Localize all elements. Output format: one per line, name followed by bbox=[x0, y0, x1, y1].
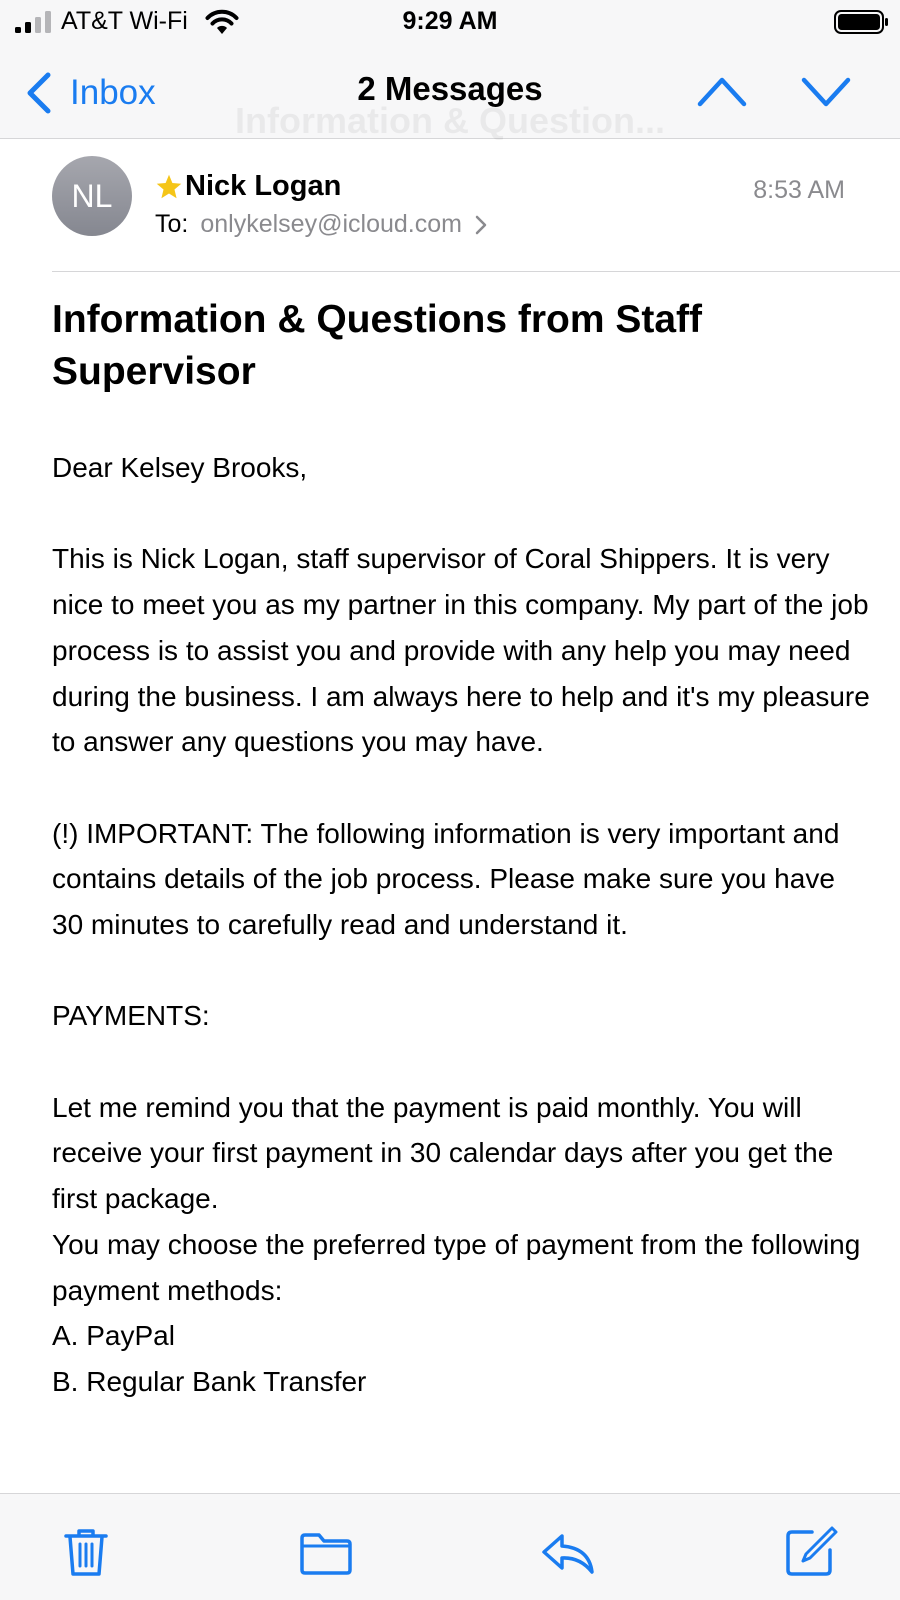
back-label: Inbox bbox=[70, 73, 156, 112]
recipient-row[interactable] bbox=[155, 210, 488, 239]
sender-name: Nick Logan bbox=[185, 170, 342, 202]
sender-avatar[interactable]: NL bbox=[52, 156, 132, 236]
bottom-toolbar bbox=[0, 1493, 900, 1600]
trash-icon[interactable] bbox=[58, 1524, 114, 1580]
payment-option-b: B. Regular Bank Transfer bbox=[52, 1366, 367, 1397]
carrier-label: AT&T Wi-Fi bbox=[61, 7, 188, 35]
message-subject: Information & Questions from Staff Supervisor bbox=[52, 298, 703, 393]
payment-option-a: A. PayPal bbox=[52, 1320, 175, 1352]
intro-paragraph: This is Nick Logan, staff supervisor of Coral Shippers. It is very nice to meet you as my partner in this company. My part of the job process is to assist you and provide with any help you may need during the business. I am always here to help and it's my pleasure to answer any questions you may have. bbox=[52, 543, 870, 758]
star-icon bbox=[155, 173, 183, 201]
status-bar bbox=[0, 0, 900, 44]
nav-title: 2 Messages bbox=[357, 70, 543, 107]
message-body bbox=[52, 445, 872, 1405]
folder-icon[interactable] bbox=[298, 1524, 354, 1580]
message-time: 8:53 AM bbox=[753, 176, 845, 204]
header-divider bbox=[52, 271, 900, 272]
payment-methods-intro: You may choose the preferred type of payment from the following payment methods: bbox=[52, 1228, 861, 1306]
compose-icon[interactable] bbox=[782, 1524, 838, 1580]
status-time: 9:29 AM bbox=[402, 7, 498, 35]
faded-subject-title: Information & Question... bbox=[235, 100, 665, 141]
sender-row[interactable] bbox=[155, 170, 341, 203]
greeting: Dear Kelsey Brooks, bbox=[52, 452, 308, 483]
chevron-up-icon[interactable] bbox=[696, 72, 748, 112]
navigation-bar bbox=[0, 50, 900, 141]
payments-paragraph: Let me remind you that the payment is paid monthly. You will receive your first payment in 30 calendar days after you get the first package. bbox=[52, 1091, 834, 1215]
chevron-down-icon[interactable] bbox=[800, 72, 852, 112]
top-chrome bbox=[0, 0, 900, 139]
reply-icon[interactable] bbox=[540, 1524, 596, 1580]
important-paragraph: (!) IMPORTANT: The following information is very important and contains details of the job process. Please make sure you have 30 minutes to carefully read and understand it. bbox=[52, 817, 840, 940]
payments-heading: PAYMENTS: bbox=[52, 1000, 210, 1032]
recipient-address: onlykelsey@icloud.com bbox=[200, 210, 462, 238]
battery-icon bbox=[834, 9, 890, 35]
chevron-right-icon bbox=[474, 214, 488, 236]
to-label: To: bbox=[155, 210, 189, 238]
